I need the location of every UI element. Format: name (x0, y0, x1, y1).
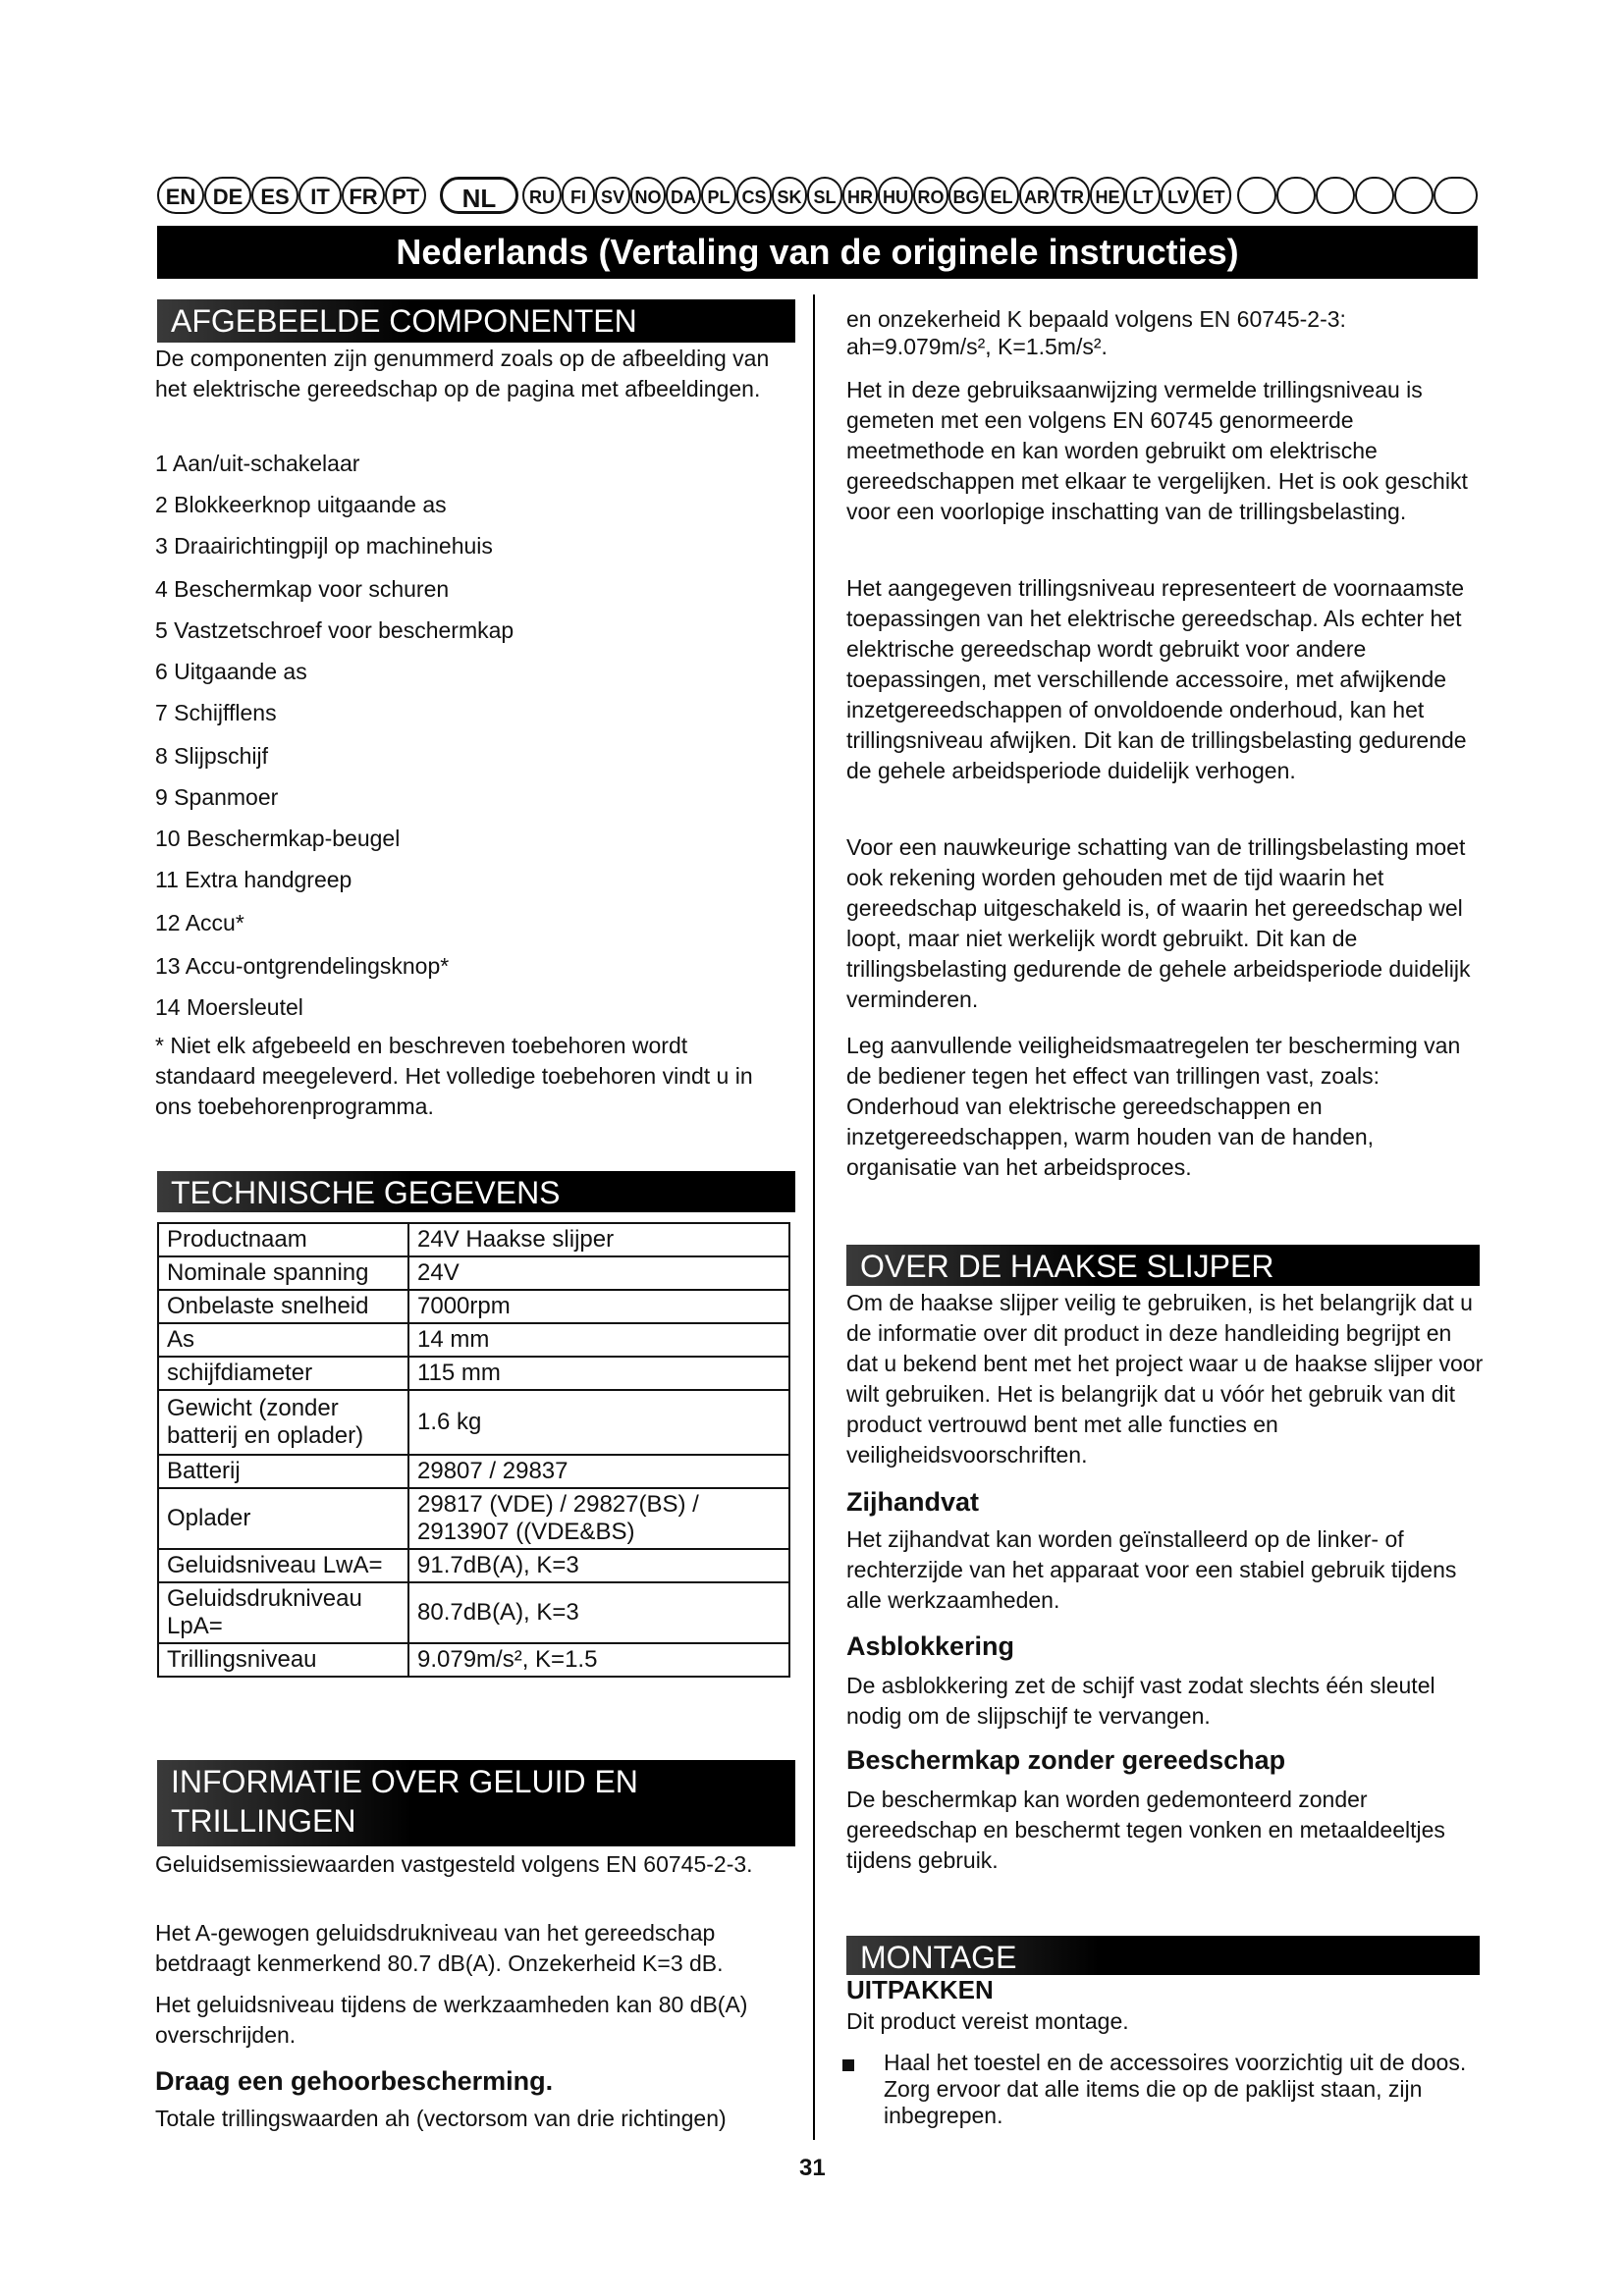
components-intro: De componenten zijn genummerd zoals op de afbeelding van het elektrische gereedschap op de pagina met afbeeldingen. (155, 346, 770, 401)
vibration-paragraph: Het in deze gebruiksaanwijzing vermelde trillingsniveau is gemeten met een volgens EN 60745 genormeerde meetmethode en kan worden gebruikt om elektrische gereedschappen met elkaar te vergelijken. Het is ook geschikt voor een voorlopige inschatting van de trillingsbelasting. (846, 377, 1468, 524)
table-cell: As (158, 1323, 408, 1357)
lang-tab-el[interactable]: EL (984, 177, 1019, 214)
table-cell: 29807 / 29837 (408, 1455, 789, 1488)
table-row (158, 1390, 789, 1455)
guard-heading: Beschermkap zonder gereedschap (846, 1745, 1286, 1775)
component-item: 12 Accu* (155, 910, 244, 935)
noise-heading: INFORMATIE OVER GELUID EN TRILLINGEN (157, 1760, 795, 1846)
tech-table (157, 1222, 790, 1678)
noise-paragraph: Totale trillingswaarden ah (vectorsom van drie richtingen) (155, 2106, 727, 2131)
vibration-paragraph: Leg aanvullende veiligheidsmaatregelen ter bescherming van de bediener tegen het effect van trillingen vast, zoals: Onderhoud van elektrische gereedschappen en inzetgereedschappen, warm houden van de handen, organisatie van het arbeidsproces. (846, 1033, 1461, 1180)
bullet-icon (842, 2059, 854, 2071)
component-item: 2 Blokkeerknop uitgaande as (155, 492, 447, 517)
lang-tab-sv[interactable]: SV (595, 177, 630, 214)
table-cell: Nominale spanning (158, 1256, 408, 1290)
side-handle-heading: Zijhandvat (846, 1487, 980, 1517)
unpacking-instruction: Haal het toestel en de accessoires voorzichtig uit de doos. Zorg ervoor dat alle items die op de paklijst staan, zijn inbegrepen. (884, 2050, 1467, 2128)
component-item: 10 Beschermkap-beugel (155, 826, 401, 851)
noise-paragraph: Het geluidsniveau tijdens de werkzaamheden kan 80 dB(A) overschrijden. (155, 1992, 748, 2048)
lang-tab-bg[interactable]: BG (948, 177, 984, 214)
lang-tab-pl[interactable]: PL (701, 177, 736, 214)
component-item: 5 Vastzetschroef voor beschermkap (155, 617, 514, 643)
component-item: 7 Schijfflens (155, 700, 277, 725)
table-cell: Productnaam (158, 1223, 408, 1256)
lang-tab-hr[interactable]: HR (842, 177, 878, 214)
lang-tab-fi[interactable]: FI (562, 177, 595, 214)
vibration-paragraph: en onzekerheid K bepaald volgens EN 60745-2-3: (846, 306, 1346, 332)
lang-tab-cs[interactable]: CS (736, 177, 772, 214)
table-row (158, 1290, 789, 1323)
lang-tab-lv[interactable]: LV (1161, 177, 1196, 214)
table-cell: 7000rpm (408, 1290, 789, 1323)
page-banner: Nederlands (Vertaling van de originele instructies) (157, 226, 1478, 279)
components-note: * Niet elk afgebeeld en beschreven toebehoren wordt standaard meegeleverd. Het volledige toebehoren vindt u in ons toebehorenprogramma. (155, 1033, 753, 1119)
montage-heading: MONTAGE (846, 1936, 1480, 1975)
table-row (158, 1323, 789, 1357)
table-row (158, 1223, 789, 1256)
montage-intro: Dit product vereist montage. (846, 2008, 1129, 2034)
spindle-lock-text: De asblokkering zet de schijf vast zodat slechts één sleutel nodig om de slijpschijf te vervangen. (846, 1673, 1435, 1729)
page-number: 31 (799, 2155, 826, 2181)
lang-tab-de[interactable]: DE (204, 177, 251, 214)
lang-tab-es[interactable]: ES (251, 177, 298, 214)
column-divider (813, 294, 815, 2140)
lang-tab-en[interactable]: EN (157, 177, 204, 214)
component-item: 6 Uitgaande as (155, 659, 307, 684)
guard-text: De beschermkap kan worden gedemonteerd zonder gereedschap en beschermt tegen vonken en metaaldeeltjes tijdens gebruik. (846, 1787, 1445, 1873)
hearing-protection-heading: Draag een gehoorbescherming. (155, 2066, 554, 2096)
lang-tab-sk[interactable]: SK (772, 177, 807, 214)
lang-tab-he[interactable]: HE (1090, 177, 1125, 214)
table-cell: Gewicht (zonder batterij en oplader) (158, 1390, 408, 1455)
noise-paragraph: Geluidsemissiewaarden vastgesteld volgens EN 60745-2-3. (155, 1851, 753, 1877)
table-cell: Geluidsdrukniveau LpA= (158, 1582, 408, 1643)
lang-tab-empty (1316, 177, 1355, 214)
table-cell: 14 mm (408, 1323, 789, 1357)
table-cell: 24V (408, 1256, 789, 1290)
lang-tab-tr[interactable]: TR (1055, 177, 1090, 214)
table-cell: 115 mm (408, 1357, 789, 1390)
component-item: 9 Spanmoer (155, 784, 279, 810)
lang-tab-nl[interactable]: NL (440, 177, 518, 214)
table-cell: 9.079m/s², K=1.5 (408, 1643, 789, 1677)
lang-tab-lt[interactable]: LT (1125, 177, 1161, 214)
lang-tab-pt[interactable]: PT (385, 177, 426, 214)
table-cell: Geluidsniveau LwA= (158, 1549, 408, 1582)
spindle-lock-heading: Asblokkering (846, 1631, 1015, 1661)
table-cell: Batterij (158, 1455, 408, 1488)
lang-tab-it[interactable]: IT (298, 177, 342, 214)
tech-heading: TECHNISCHE GEGEVENS (157, 1171, 795, 1212)
component-item: 11 Extra handgreep (155, 867, 352, 892)
lang-tab-ru[interactable]: RU (522, 177, 562, 214)
lang-tab-empty (1276, 177, 1316, 214)
table-cell: 1.6 kg (408, 1390, 789, 1455)
side-handle-text: Het zijhandvat kan worden geïnstalleerd op de linker- of rechterzijde van het apparaat voor een stabiel gebruik tijdens alle werkzaamheden. (846, 1526, 1457, 1613)
vibration-paragraph: Het aangegeven trillingsniveau representeert de voornaamste toepassingen van het elektrische gereedschap. Als echter het elektrische gereedschap wordt gebruikt voor andere toepassingen, met verschillende accessoire, met afwijkende inzetgereedschappen of onvoldoende onderhoud, kan het trillingsniveau afwijken. Dit kan de trillingsbelasting gedurende de gehele arbeidsperiode duidelijk verhogen. (846, 575, 1467, 783)
table-cell: Onbelaste snelheid (158, 1290, 408, 1323)
table-row (158, 1256, 789, 1290)
lang-tab-et[interactable]: ET (1196, 177, 1231, 214)
vibration-value: ah=9.079m/s², K=1.5m/s². (846, 334, 1108, 359)
table-cell: 80.7dB(A), K=3 (408, 1582, 789, 1643)
components-heading: AFGEBEELDE COMPONENTEN (157, 299, 795, 343)
table-cell: Trillingsniveau (158, 1643, 408, 1677)
vibration-paragraph: Voor een nauwkeurige schatting van de trillingsbelasting moet ook rekening worden gehouden met de tijd waarin het gereedschap uitgeschakeld is, of waarin het gereedschap wel loopt, maar niet werkelijk wordt gebruikt. Dit kan de trillingsbelasting gedurende de gehele arbeidsperiode duidelijk verminderen. (846, 834, 1471, 1012)
table-cell: 91.7dB(A), K=3 (408, 1549, 789, 1582)
component-item: 3 Draairichtingpijl op machinehuis (155, 533, 493, 559)
lang-tab-da[interactable]: DA (666, 177, 701, 214)
table-row (158, 1582, 789, 1643)
lang-tab-ar[interactable]: AR (1019, 177, 1055, 214)
table-row (158, 1455, 789, 1488)
lang-tab-ro[interactable]: RO (913, 177, 948, 214)
table-cell: 24V Haakse slijper (408, 1223, 789, 1256)
over-heading: OVER DE HAAKSE SLIJPER (846, 1245, 1480, 1286)
table-row (158, 1357, 789, 1390)
lang-tab-fr[interactable]: FR (342, 177, 385, 214)
lang-tab-empty (1237, 177, 1276, 214)
language-tabs (157, 177, 1478, 220)
component-item: 8 Slijpschijf (155, 743, 269, 769)
table-cell: Oplader (158, 1488, 408, 1549)
unpacking-heading: UITPAKKEN (846, 1975, 994, 2004)
component-item: 4 Beschermkap voor schuren (155, 576, 450, 602)
table-row (158, 1549, 789, 1582)
table-cell: 29817 (VDE) / 29827(BS) / 2913907 ((VDE&BS) (408, 1488, 789, 1549)
lang-tab-empty (1394, 177, 1434, 214)
lang-tab-hu[interactable]: HU (878, 177, 913, 214)
table-cell: schijfdiameter (158, 1357, 408, 1390)
component-item: 14 Moersleutel (155, 994, 303, 1020)
lang-tab-sl[interactable]: SL (807, 177, 842, 214)
component-item: 1 Aan/uit-schakelaar (155, 451, 360, 476)
component-item: 13 Accu-ontgrendelingsknop* (155, 953, 450, 979)
noise-paragraph: Het A-gewogen geluidsdrukniveau van het gereedschap betdraagt kenmerkend 80.7 dB(A). Onzekerheid K=3 dB. (155, 1920, 724, 1976)
lang-tab-no[interactable]: NO (630, 177, 666, 214)
table-row (158, 1488, 789, 1549)
lang-tab-empty (1434, 177, 1478, 214)
lang-tab-empty (1355, 177, 1394, 214)
over-paragraph: Om de haakse slijper veilig te gebruiken, is het belangrijk dat u de informatie over dit product in deze handleiding begrijpt en dat u bekend bent met het project waar u de haakse slijper voor wilt gebruiken. Het is belangrijk dat u vóór het gebruik van dit product vertrouwd bent met alle functies en veiligheidsvoorschriften. (846, 1290, 1484, 1468)
table-row (158, 1643, 789, 1677)
